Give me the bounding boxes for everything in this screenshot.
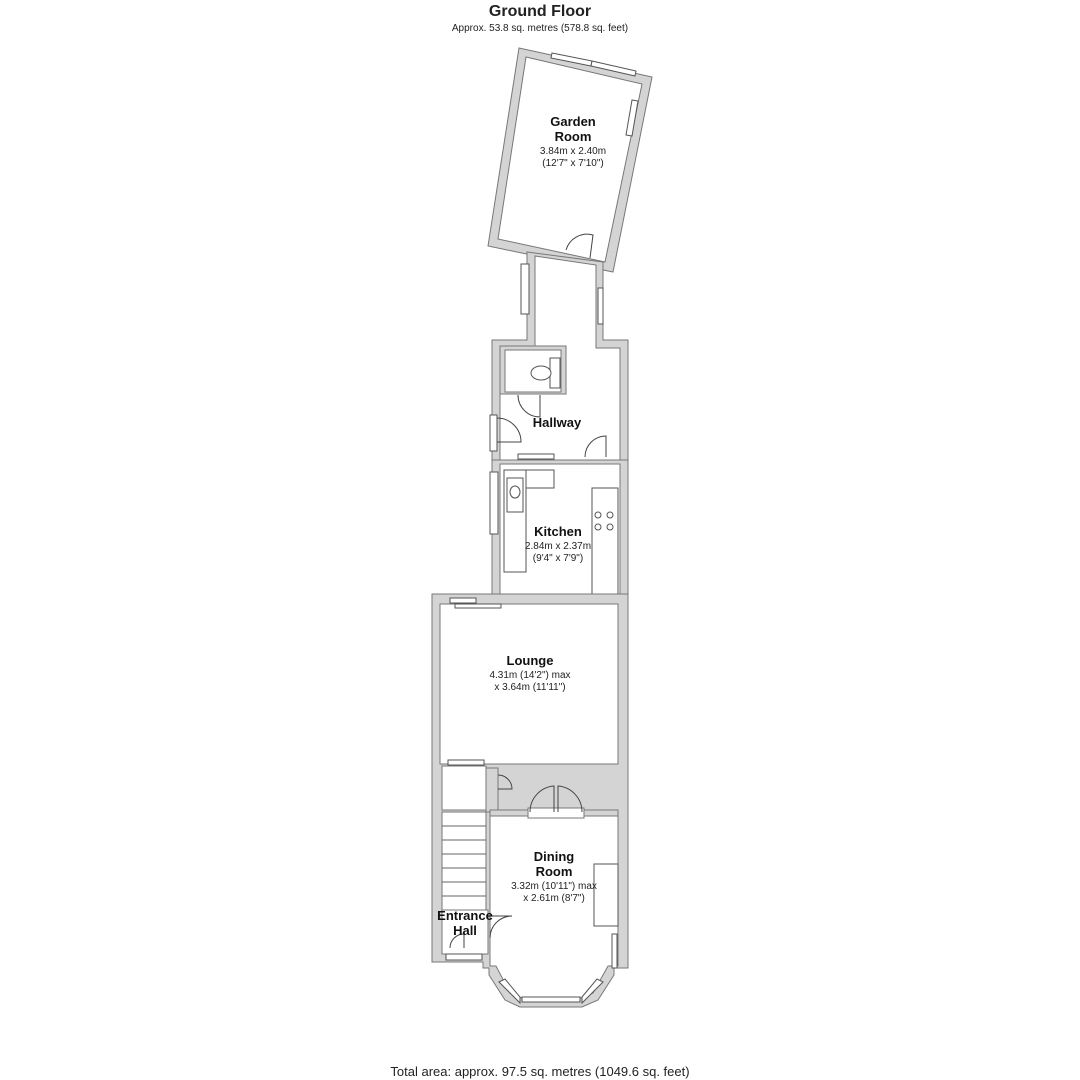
sink-bowl <box>510 486 520 498</box>
bay-window-front <box>522 997 580 1002</box>
floor-area-subtitle: Approx. 53.8 sq. metres (578.8 sq. feet) <box>451 23 629 34</box>
entrance-hall-name: Entrance <box>437 908 493 923</box>
passage-window <box>521 264 529 314</box>
hallway-name: Hallway <box>532 415 582 430</box>
dining-room-name: Dining <box>533 849 575 864</box>
kitchen-metric: 2.84m x 2.37m <box>524 541 592 552</box>
lounge-dim-1: 4.31m (14'2") max <box>489 670 571 681</box>
hob-ring-2 <box>607 512 613 518</box>
front-door <box>446 954 482 960</box>
stair-landing <box>442 766 486 810</box>
kitchen-name: Kitchen <box>534 524 582 539</box>
garden-room-imperial: (12'7" x 7'10") <box>542 158 604 169</box>
lounge-dim-2: x 3.64m (11'11") <box>494 682 566 693</box>
total-area-footer: Total area: approx. 97.5 sq. metres (1049.6 sq. feet) <box>390 1064 690 1079</box>
lounge-chimney-breast <box>448 760 484 765</box>
dining-room-dim-2: x 2.61m (8'7") <box>523 893 585 904</box>
hallway-area <box>490 252 628 462</box>
hob-ring-4 <box>607 524 613 530</box>
garden-room-name: Garden <box>550 114 596 129</box>
garden-room-metric: 3.84m x 2.40m <box>539 146 607 157</box>
garden-room-name-2: Room <box>554 129 592 144</box>
entrance-hall-name-2: Hall <box>453 923 477 938</box>
hallway-vent <box>518 454 554 459</box>
lounge-name: Lounge <box>506 653 554 668</box>
hob-ring-3 <box>595 524 601 530</box>
toilet-icon <box>531 366 551 380</box>
floor-title: Ground Floor <box>488 3 592 20</box>
hallway-window <box>490 415 497 451</box>
dining-room-name-2: Room <box>535 864 573 879</box>
passage-window-right <box>598 288 603 324</box>
dining-chimney-breast <box>594 864 618 926</box>
hob-ring-1 <box>595 512 601 518</box>
lounge-window-top <box>450 598 476 603</box>
dining-window-side <box>612 934 617 968</box>
kitchen-imperial: (9'4" x 7'9") <box>532 553 584 564</box>
staircase <box>442 812 486 910</box>
kitchen-window <box>490 472 498 534</box>
double-door-opening <box>528 808 584 818</box>
cupboard-wall <box>486 768 498 812</box>
kitchen-counter-right <box>592 488 618 599</box>
dining-room-dim-1: 3.32m (10'11") max <box>511 881 597 892</box>
lounge-window-frame <box>455 604 501 608</box>
